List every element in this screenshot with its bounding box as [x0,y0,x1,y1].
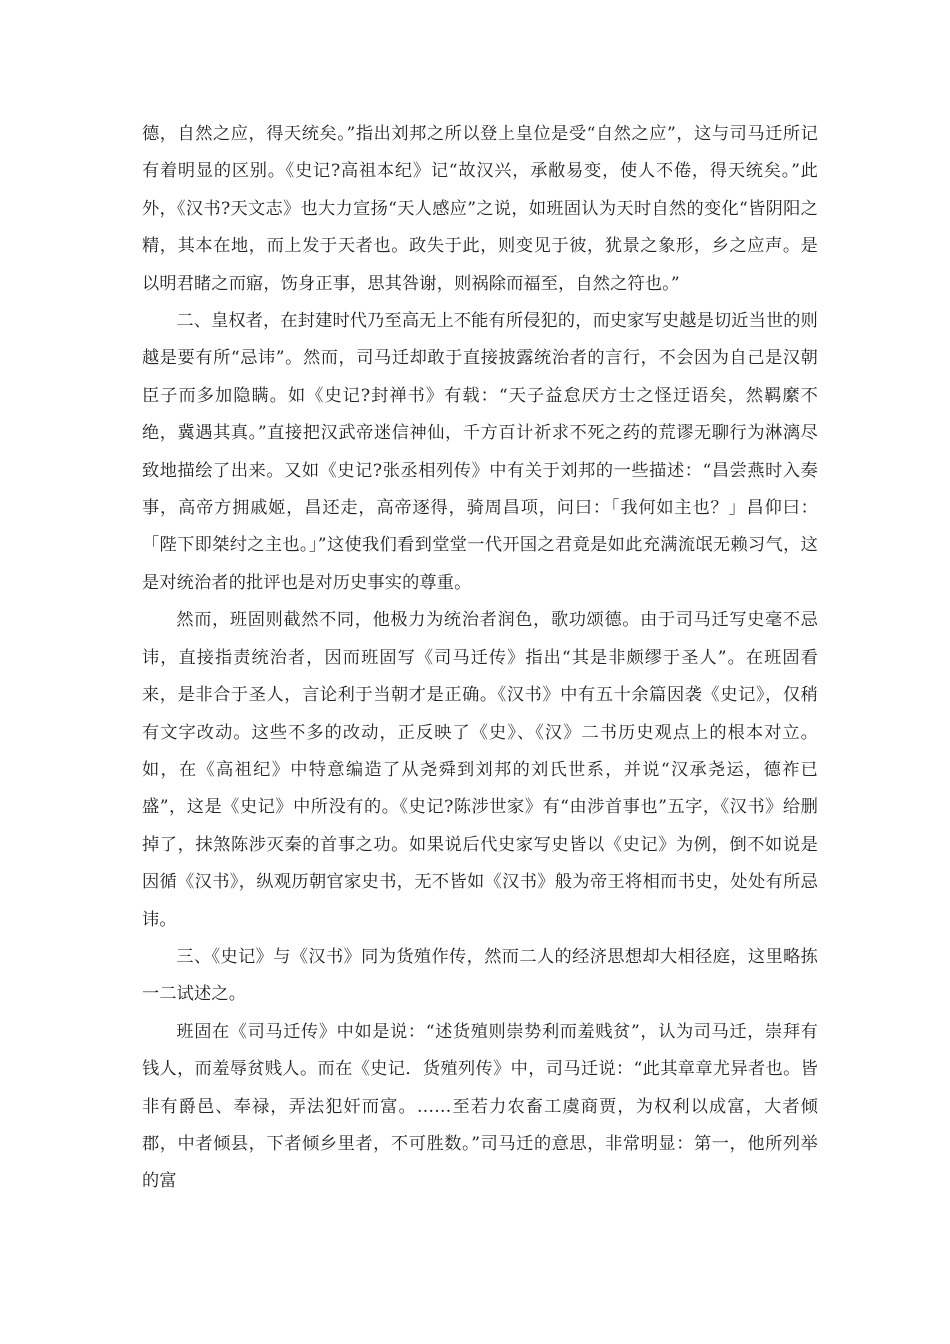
paragraph-huozhi: 班固在《司马迁传》中如是说：“述货殖则崇势利而羞贱贫”，认为司马迁，崇拜有钱人，而羞辱贫贱人。而在《史记．货殖列传》中，司马迁说：“此其章章尤异者也。皆非有爵邑、奉禄，弄法犯奸而富。……至若力农畜工虞商贾，为权利以成富，大者倾郡，中者倾县，下者倾乡里者，不可胜数。”司马迁的意思，非常明显：第一，他所列举的富 [142,1021,818,1192]
document-body [142,116,818,1201]
paragraph-continuation: 德，自然之应，得天统矣。”指出刘邦之所以登上皇位是受“自然之应”，这与司马迁所记有着明显的区别。《史记?高祖本纪》记“故汉兴，承敝易变，使人不倦，得天统矣。”此外，《汉书?天文志》也大力宣扬“天人感应”之说，如班固认为天时自然的变化“皆阴阳之精，其本在地，而上发于天者也。政失于此，则变见于彼，犹景之象形，乡之应声。是以明君睹之而寤，饬身正事，思其咎谢，则祸除而福至，自然之符也。” [142,124,818,294]
paragraph-section-two: 二、皇权者，在封建时代乃至高无上不能有所侵犯的，而史家写史越是切近当世的则越是要有所“忌讳”。然而，司马迁却敢于直接披露统治者的言行，不会因为自己是汉朝臣子而多加隐瞒。如《史记?封禅书》有载：“天子益怠厌方士之怪迂语矣，然羁縻不绝，冀遇其真。”直接把汉武帝迷信神仙，千方百计祈求不死之药的荒谬无聊行为淋漓尽致地描绘了出来。又如《史记?张丞相列传》中有关于刘邦的一些描述：“昌尝燕时入奏事，高帝方拥戚姬，昌还走，高帝逐得，骑周昌项，问曰：「我何如主也？」昌仰曰：「陛下即桀纣之主也。」”这使我们看到堂堂一代开国之君竟是如此充满流氓无赖习气，这是对统治者的批评也是对历史事实的尊重。 [142,311,818,593]
paragraph-section-three: 三、《史记》与《汉书》同为货殖作传，然而二人的经济思想却大相径庭，这里略拣一二试述之。 [142,946,818,1005]
paragraph-bangu-contrast: 然而，班固则截然不同，他极力为统治者润色，歌功颂德。由于司马迁写史毫不忌讳，直接指责统治者，因而班固写《司马迁传》指出“其是非颇缪于圣人”。在班固看来，是非合于圣人，言论利于当朝才是正确。《汉书》中有五十余篇因袭《史记》，仅稍有文字改动。这些不多的改动，正反映了《史》、《汉》二书历史观点上的根本对立。如，在《高祖纪》中特意编造了从尧舜到刘邦的刘氏世系，并说“汉承尧运，德祚已盛”，这是《史记》中所没有的。《史记?陈涉世家》有“由涉首事也”五字，《汉书》给删掉了，抹煞陈涉灭秦的首事之功。如果说后代史家写史皆以《史记》为例，倒不如说是因循《汉书》，纵观历朝官家史书，无不皆如《汉书》般为帝王将相而书史，处处有所忌讳。 [142,610,818,930]
